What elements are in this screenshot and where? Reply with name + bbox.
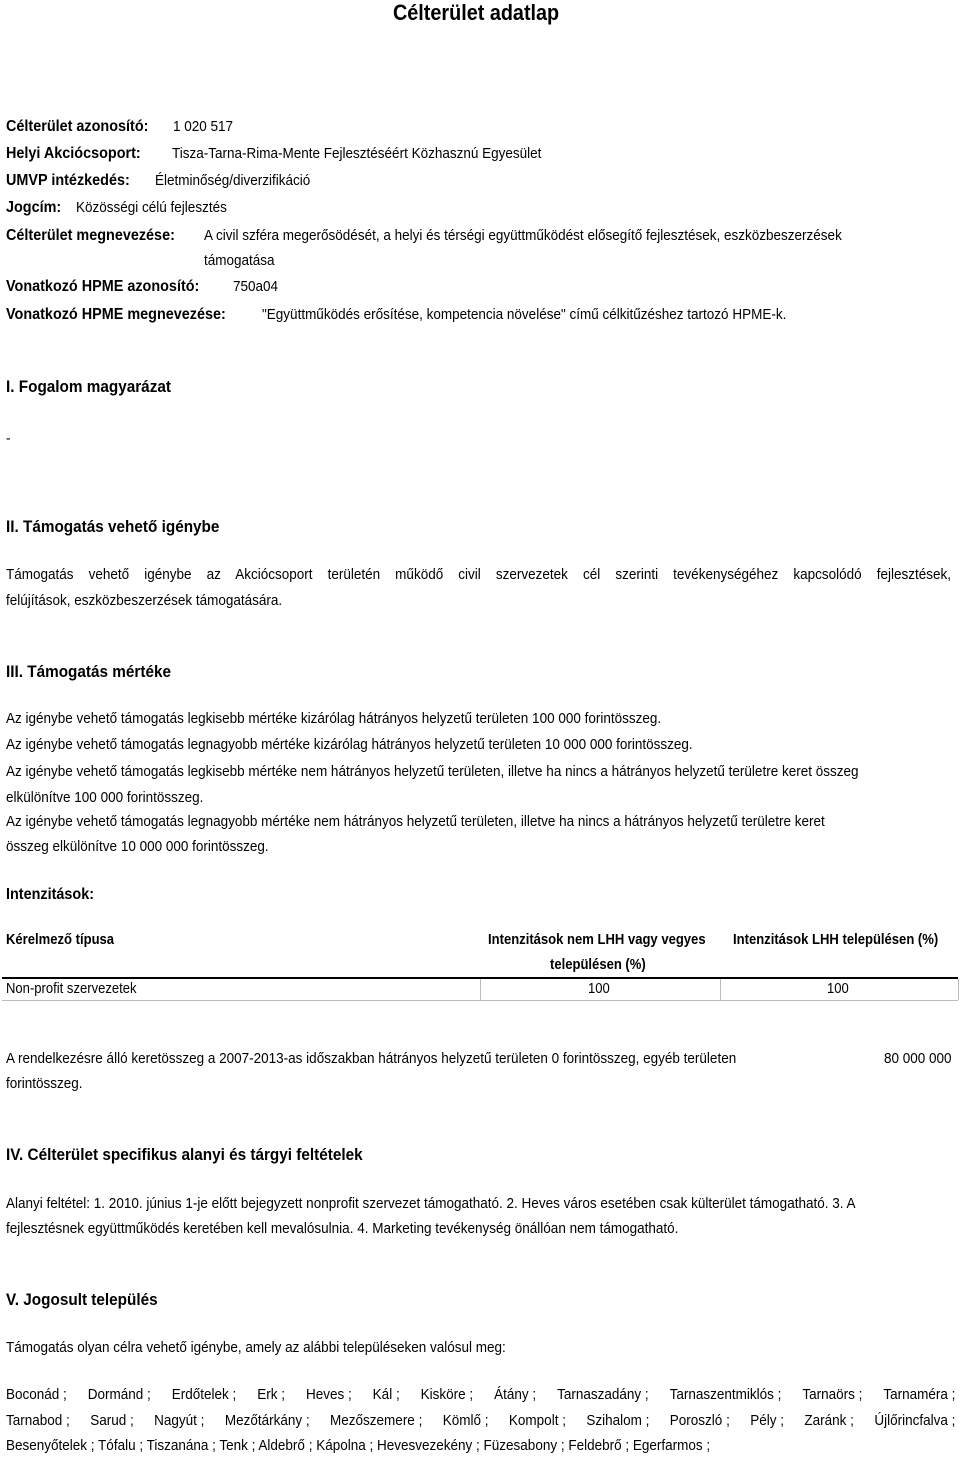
target-area-name-value-line2: támogatása <box>204 252 275 269</box>
settlement-item: Tarnaméra ; <box>883 1386 956 1403</box>
hpme-name-value: "Együttműködés erősítése, kompetencia növelése" című célkitűzéshez tartozó HPME-k. <box>262 306 787 323</box>
local-action-group-label: Helyi Akciócsoport: <box>6 145 141 162</box>
row-lhh-value: 100 <box>827 981 849 997</box>
settlement-item: Sarud ; <box>90 1412 134 1429</box>
section-2-heading: II. Támogatás vehető igénybe <box>6 517 220 536</box>
table-col-divider-3 <box>958 979 959 1000</box>
col-header-lhh: Intenzitások LHH településen (%) <box>733 932 939 948</box>
settlement-item: Zaránk ; <box>804 1412 854 1429</box>
settlement-item: Mezőtárkány ; <box>224 1412 310 1429</box>
min-support-disadvantaged: Az igénybe vehető támogatás legkisebb mértéke kizárólag hátrányos helyzetű területen 100 000 forintösszeg. <box>6 710 662 727</box>
max-support-other-line2: összeg elkülönítve 10 000 000 forintösszeg. <box>6 838 269 855</box>
min-support-other-line1: Az igénybe vehető támogatás legkisebb mértéke nem hátrányos helyzetű területen, illetve ha nincs a hátrányos helyzetű területre keret összeg <box>6 763 859 780</box>
hpme-id-value: 750a04 <box>233 278 279 295</box>
settlement-list-line1 <box>6 1386 956 1403</box>
settlement-item: Újlőrincfalva ; <box>874 1412 956 1429</box>
jogcim-label: Jogcím: <box>6 199 62 216</box>
settlement-item: Kompolt ; <box>508 1412 566 1429</box>
section-5-intro: Támogatás olyan célra vehető igénybe, amely az alábbi településeken valósul meg: <box>6 1339 506 1356</box>
target-area-id-value: 1 020 517 <box>173 118 234 135</box>
section-4-line1: Alanyi feltétel: 1. 2010. június 1-je előtt bejegyzett nonprofit szervezet támogatható. 2. Heves város esetében csak külterület támogatható. 3. A <box>6 1195 856 1212</box>
local-action-group-value: Tisza-Tarna-Rima-Mente Fejlesztéséért Közhasznú Egyesület <box>172 145 542 162</box>
settlement-item: Tarnaszentmiklós ; <box>669 1386 782 1403</box>
settlement-item: Heves ; <box>305 1386 352 1403</box>
section-2-line1: Támogatás vehető igénybe az Akciócsoport területén működő civil szervezetek cél szerinti tevékenységéhez kapcsolódó fejlesztések, <box>6 566 951 583</box>
settlement-item: Mezőszemere ; <box>330 1412 423 1429</box>
section-1-text: - <box>6 430 11 447</box>
table-col-divider-1 <box>480 979 481 1000</box>
settlement-item: Szihalom ; <box>586 1412 650 1429</box>
settlement-list-line3: Besenyőtelek ; Tófalu ; Tiszanána ; Tenk ; Aldebrő ; Kápolna ; Hevesvezekény ; Füzesabony ; Feldebrő ; Egerfarmos ; <box>6 1437 711 1454</box>
settlement-item: Boconád ; <box>6 1386 67 1403</box>
row-applicant-type: Non-profit szervezetek <box>6 981 137 997</box>
table-row-bottom-rule <box>2 1000 958 1001</box>
page-title: Célterület adatlap <box>393 0 560 25</box>
settlement-item: Kömlő ; <box>442 1412 489 1429</box>
settlement-item: Átány ; <box>494 1386 537 1403</box>
umvp-measure-value: Életminőség/diverzifikáció <box>155 172 311 189</box>
target-area-id-label: Célterület azonosító: <box>6 118 149 135</box>
settlement-item: Poroszló ; <box>669 1412 730 1429</box>
jogcim-value: Közösségi célú fejlesztés <box>76 199 227 216</box>
target-area-name-value-line1: A civil szféra megerősödését, a helyi és térségi együttműködést elősegítő fejlesztések, eszközbeszerzések <box>204 227 842 244</box>
section-5-heading: V. Jogosult település <box>6 1290 158 1309</box>
intensities-heading: Intenzitások: <box>6 886 95 903</box>
min-support-other-line2: elkülönítve 100 000 forintösszeg. <box>6 789 204 806</box>
settlement-item: Tarnaszadány ; <box>557 1386 649 1403</box>
section-4-line2: fejlesztésnek együttműködés keretében kell mevalósulnia. 4. Marketing tevékenység önállóan nem támogatható. <box>6 1220 679 1237</box>
section-3-heading: III. Támogatás mértéke <box>6 662 171 681</box>
target-area-name-label: Célterület megnevezése: <box>6 227 175 244</box>
settlement-list-line2 <box>6 1412 956 1429</box>
section-1-heading: I. Fogalom magyarázat <box>6 377 171 396</box>
settlement-item: Tarnaörs ; <box>802 1386 863 1403</box>
settlement-item: Nagyút ; <box>154 1412 205 1429</box>
settlement-item: Pély ; <box>750 1412 784 1429</box>
row-non-lhh-value: 100 <box>588 981 610 997</box>
table-col-divider-2 <box>720 979 721 1000</box>
settlement-item: Tarnabod ; <box>6 1412 70 1429</box>
hpme-name-label: Vonatkozó HPME megnevezése: <box>6 306 226 323</box>
max-support-other-line1: Az igénybe vehető támogatás legnagyobb mértéke nem hátrányos helyzetű területen, illetve ha nincs a hátrányos helyzetű területre keret <box>6 813 825 830</box>
section-4-heading: IV. Célterület specifikus alanyi és tárgyi feltételek <box>6 1145 363 1164</box>
settlement-item: Erdőtelek ; <box>171 1386 237 1403</box>
col-header-non-lhh-line2: településen (%) <box>550 957 646 973</box>
settlement-item: Dormánd ; <box>87 1386 151 1403</box>
hpme-id-label: Vonatkozó HPME azonosító: <box>6 278 200 295</box>
settlement-item: Kál ; <box>372 1386 400 1403</box>
budget-amount: 80 000 000 <box>884 1050 952 1067</box>
col-header-applicant-type: Kérelmező típusa <box>6 932 115 948</box>
settlement-item: Kisköre ; <box>420 1386 474 1403</box>
budget-line2: forintösszeg. <box>6 1075 83 1092</box>
section-2-line2: felújítások, eszközbeszerzések támogatására. <box>6 592 283 609</box>
settlement-item: Erk ; <box>257 1386 285 1403</box>
umvp-measure-label: UMVP intézkedés: <box>6 172 130 189</box>
budget-line1: A rendelkezésre álló keretösszeg a 2007-2013-as időszakban hátrányos helyzetű területen 0 forintösszeg, egyéb területen <box>6 1050 737 1067</box>
col-header-non-lhh-line1: Intenzitások nem LHH vagy vegyes <box>488 932 706 948</box>
max-support-disadvantaged: Az igénybe vehető támogatás legnagyobb mértéke kizárólag hátrányos helyzetű területen 10 000 000 forintösszeg. <box>6 736 693 753</box>
